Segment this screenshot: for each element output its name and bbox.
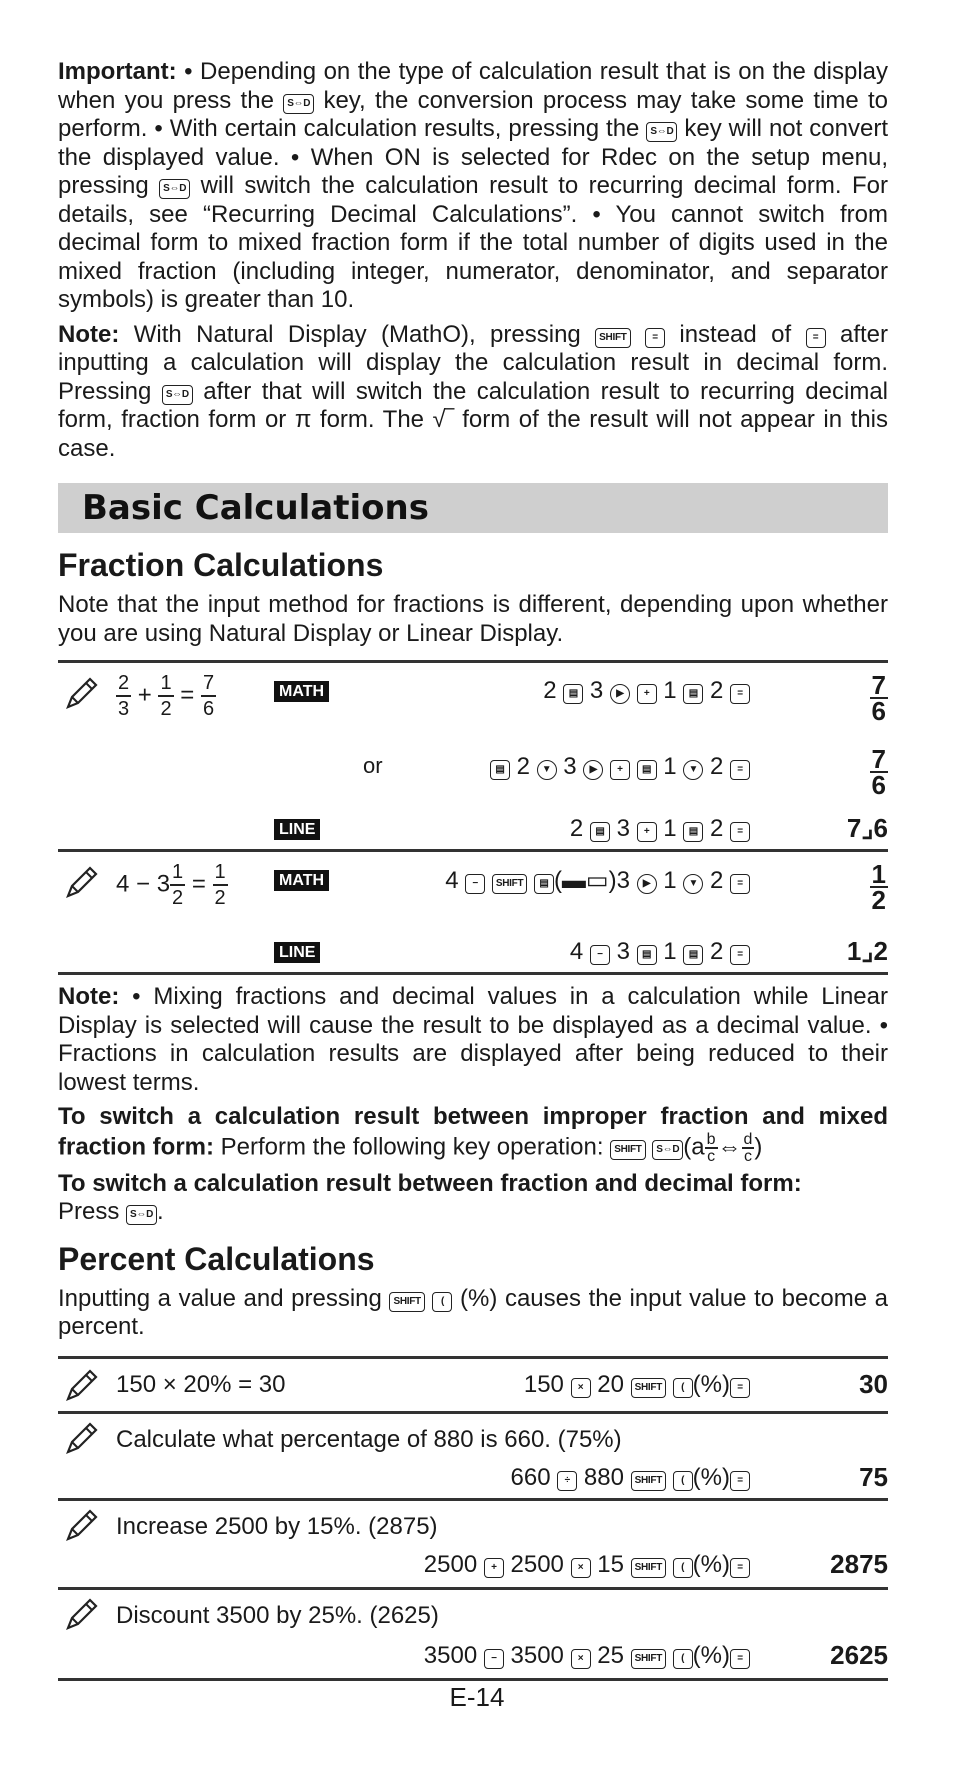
example-description: Increase 2500 by 15%. (2875) xyxy=(116,1512,438,1540)
equals-key-icon: = xyxy=(730,1649,750,1669)
equals-key-icon: = xyxy=(730,945,750,965)
shift-key-icon: SHIFT xyxy=(631,1378,666,1398)
result-value: 75 xyxy=(859,1461,888,1492)
fraction-key-icon: ▤ xyxy=(563,684,583,704)
pencil-icon xyxy=(64,1367,100,1403)
line-badge: LINE xyxy=(274,942,320,963)
or-label: or xyxy=(363,753,383,778)
result-value: 7⌟6 xyxy=(846,813,888,843)
pencil-icon xyxy=(64,1596,100,1632)
pencil-icon xyxy=(64,864,100,900)
paren-key-icon: ( xyxy=(432,1292,452,1312)
times-key-icon: × xyxy=(571,1649,591,1669)
equals-key-icon: = xyxy=(730,1471,750,1491)
fraction-key-icon: ▤ xyxy=(490,760,510,780)
key-sequence: 4 − SHIFT ▤ (▬▭)3 ▶ 1 ▼ 2 = xyxy=(445,866,750,895)
right-arrow-key-icon: ▶ xyxy=(637,874,657,894)
result-value: 30 xyxy=(859,1368,888,1399)
pencil-icon xyxy=(64,1507,100,1543)
fraction-intro: Note that the input method for fractions is different, depending upon whether you are using Natural Display or Linear Display. xyxy=(58,591,888,647)
shift-key-icon: SHIFT xyxy=(389,1292,424,1312)
math-badge: MATH xyxy=(274,681,329,702)
fraction-key-icon: ▤ xyxy=(637,760,657,780)
plus-key-icon: + xyxy=(637,822,657,842)
minus-key-icon: − xyxy=(590,945,610,965)
percent-example-1 xyxy=(58,1356,888,1411)
equals-key-icon: = xyxy=(730,1378,750,1398)
important-paragraph: Important: • Depending on the type of calculation result that is on the display when you press the S⇔D key, the conversion process may take some time to perform. • With certain calculation results, pressing the S⇔D key will not convert the displayed value. • When ON is selected for Rdec on the setup menu, pressing S⇔D will switch the calculation result to recurring decimal form. For details, see “Recurring Decimal Calculations”. • You cannot switch from decimal form to mixed fraction form if the total number of digits used in the mixed fraction (including integer, numerator, denominator, and separator symbols) is greater than 10. xyxy=(58,58,889,313)
plus-key-icon: + xyxy=(484,1558,504,1578)
result-fraction: $\frac{7}{6}$ xyxy=(871,744,886,800)
equals-key-icon: = xyxy=(730,874,750,894)
percent-example-3 xyxy=(58,1498,888,1587)
right-arrow-key-icon: ▶ xyxy=(610,684,630,704)
fraction-key-icon: ▤ xyxy=(683,822,703,842)
key-sequence: 2500 + 2500 × 15 SHIFT ( (%) = xyxy=(424,1551,750,1579)
right-arrow-key-icon: ▶ xyxy=(583,760,603,780)
line-badge: LINE xyxy=(274,819,320,840)
sd-key-icon: S⇔D xyxy=(652,1140,683,1160)
shift-key-icon: SHIFT xyxy=(631,1558,666,1578)
example-description: Discount 3500 by 25%. (2625) xyxy=(116,1601,439,1629)
equals-key-icon: = xyxy=(730,822,750,842)
divide-key-icon: ÷ xyxy=(557,1471,577,1491)
sd-key-icon: S⇔D xyxy=(646,122,677,142)
equals-key-icon: = xyxy=(730,1558,750,1578)
example-expression: $\frac{2}{3}$ + $\frac{1}{2}$ = $\frac{7}{6}$ xyxy=(118,672,215,720)
down-arrow-key-icon: ▼ xyxy=(683,874,703,894)
paren-key-icon: ( xyxy=(673,1649,693,1669)
percent-example-4 xyxy=(58,1587,888,1681)
fraction-note: Note: • Mixing fractions and decimal values in a calculation while Linear Display is selected will cause the result to be displayed as a decimal value. • Fractions in calculation results are displayed after being reduced to their lowest terms. xyxy=(58,983,888,1096)
percent-heading: Percent Calculations xyxy=(58,1240,375,1277)
sd-key-icon: S⇔D xyxy=(283,94,314,114)
math-badge: MATH xyxy=(274,870,329,891)
result-value: 1⌟2 xyxy=(846,936,888,966)
paren-key-icon: ( xyxy=(673,1471,693,1491)
fraction-example-1 xyxy=(58,660,888,849)
section-title-bar xyxy=(58,483,888,533)
minus-key-icon: − xyxy=(465,874,485,894)
example-expression: 150 × 20% = 30 xyxy=(116,1370,286,1398)
minus-key-icon: − xyxy=(484,1649,504,1669)
manual-page xyxy=(58,58,888,1681)
example-expression: 4 − 3 $\frac{1}{2}$ = $\frac{1}{2}$ xyxy=(116,861,226,909)
plus-key-icon: + xyxy=(610,760,630,780)
key-sequence: 2 ▤ 3 + 1 ▤ 2 = xyxy=(570,815,750,843)
pencil-icon xyxy=(64,1420,100,1456)
down-arrow-key-icon: ▼ xyxy=(683,760,703,780)
result-value: 2875 xyxy=(830,1548,888,1579)
key-sequence: 4 − 3 ▤ 1 ▤ 2 = xyxy=(570,938,750,966)
percent-intro: Inputting a value and pressing SHIFT ( (%) causes the input value to become a percent. xyxy=(58,1284,888,1340)
equals-key-icon: = xyxy=(806,328,826,348)
shift-key-icon: SHIFT xyxy=(631,1649,666,1669)
fraction-key-icon: ▤ xyxy=(534,874,554,894)
shift-key-icon: SHIFT xyxy=(492,874,527,894)
result-value: 2625 xyxy=(830,1639,888,1670)
result-fraction: $\frac{7}{6}$ xyxy=(871,670,886,726)
switch-decimal-paragraph: To switch a calculation result between fraction and decimal form: Press S⇔D . xyxy=(58,1169,802,1225)
shift-key-icon: SHIFT xyxy=(595,328,630,348)
fraction-key-icon: ▤ xyxy=(683,945,703,965)
fraction-key-icon: ▤ xyxy=(590,822,610,842)
paren-key-icon: ( xyxy=(673,1558,693,1578)
note-paragraph: Note: With Natural Display (MathO), pressing SHIFT = instead of = after inputting a calculation will display the calculation result in decimal form. Pressing S⇔D after that will switch the calculation result to recurring decimal form, fraction form or π form. The √‾ form of the result will not appear in this case. xyxy=(58,320,889,462)
sd-key-icon: S⇔D xyxy=(126,1205,157,1225)
equals-key-icon: = xyxy=(645,328,665,348)
pencil-icon xyxy=(64,675,100,711)
section-title: Basic Calculations xyxy=(82,488,429,528)
sd-key-icon: S⇔D xyxy=(159,179,190,199)
equals-key-icon: = xyxy=(730,760,750,780)
key-sequence: ▤ 2 ▼ 3 ▶ + ▤ 1 ▼ 2 = xyxy=(490,753,750,781)
equals-key-icon: = xyxy=(730,684,750,704)
example-description: Calculate what percentage of 880 is 660. (75%) xyxy=(116,1425,622,1453)
fraction-key-icon: ▤ xyxy=(637,945,657,965)
fraction-heading: Fraction Calculations xyxy=(58,547,384,583)
paren-key-icon: ( xyxy=(673,1378,693,1398)
result-fraction: $\frac{1}{2}$ xyxy=(871,859,886,915)
switch-improper-paragraph: To switch a calculation result between improper fraction and mixed fraction form: Perform the following key operation: SHIFT S⇔D (a $\frac{b}{c}$ ⇔ $\frac{d}{c}$ ) xyxy=(58,1103,888,1165)
key-sequence: 2 ▤ 3 ▶ + 1 ▤ 2 = xyxy=(543,677,750,705)
key-sequence: 3500 − 3500 × 25 SHIFT ( (%) = xyxy=(424,1642,750,1670)
plus-key-icon: + xyxy=(637,684,657,704)
shift-key-icon: SHIFT xyxy=(631,1471,666,1491)
fraction-example-2 xyxy=(58,849,888,975)
important-label: Important: xyxy=(58,58,177,85)
page-number: E-14 xyxy=(449,1682,505,1712)
times-key-icon: × xyxy=(571,1558,591,1578)
key-sequence: 150 × 20 SHIFT ( (%) = xyxy=(524,1371,750,1399)
key-sequence: 660 ÷ 880 SHIFT ( (%) = xyxy=(511,1464,751,1492)
fraction-key-icon: ▤ xyxy=(683,684,703,704)
sd-key-icon: S⇔D xyxy=(162,385,193,405)
shift-key-icon: SHIFT xyxy=(610,1140,645,1160)
times-key-icon: × xyxy=(571,1378,591,1398)
percent-example-2 xyxy=(58,1411,888,1498)
down-arrow-key-icon: ▼ xyxy=(537,760,557,780)
